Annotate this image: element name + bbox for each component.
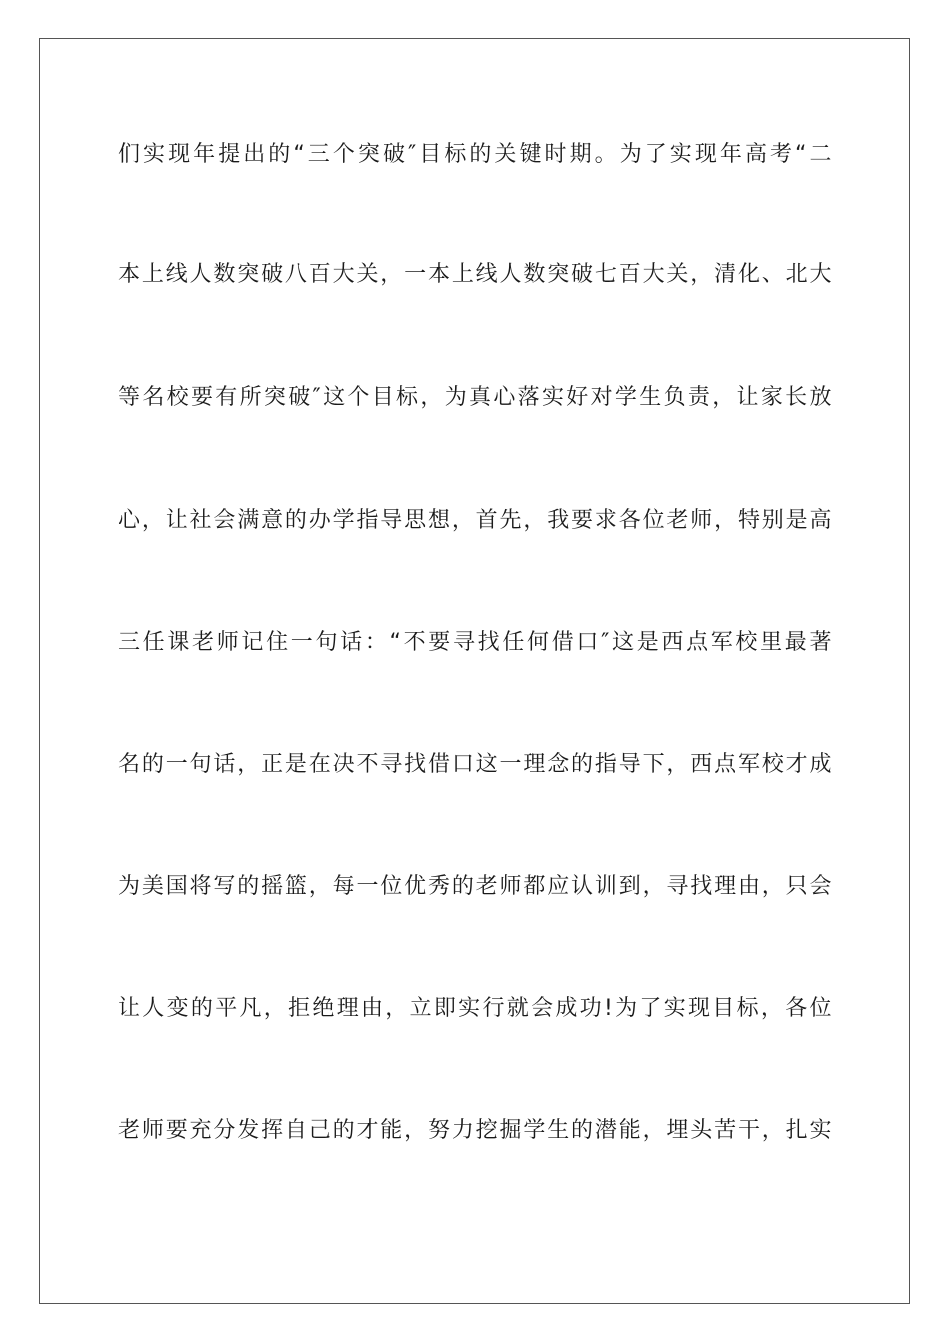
text-line: 让人变的平凡，拒绝理由，立即实行就会成功!为了实现目标，各位 [118,996,832,1021]
body-text [40,39,909,1303]
text-line: 老师要充分发挥自己的才能，努力挖掘学生的潜能，埋头苦干，扎实 [118,1118,832,1143]
text-line: 三任课老师记住一句话：“不要寻找任何借口″这是西点军校里最著 [118,630,832,655]
text-line: 们实现年提出的“三个突破″目标的关键时期。为了实现年高考“二 [118,142,832,167]
page-frame [39,38,910,1304]
text-line: 为美国将写的摇篮，每一位优秀的老师都应认训到，寻找理由，只会 [118,874,832,899]
text-line: 本上线人数突破八百大关，一本上线人数突破七百大关，清化、北大 [118,262,832,287]
text-line: 心，让社会满意的办学指导思想，首先，我要求各位老师，特别是高 [118,508,832,533]
text-line: 名的一句话，正是在决不寻找借口这一理念的指导下，西点军校才成 [118,752,832,777]
text-line: 等名校要有所突破″这个目标，为真心落实好对学生负责，让家长放 [118,385,832,410]
